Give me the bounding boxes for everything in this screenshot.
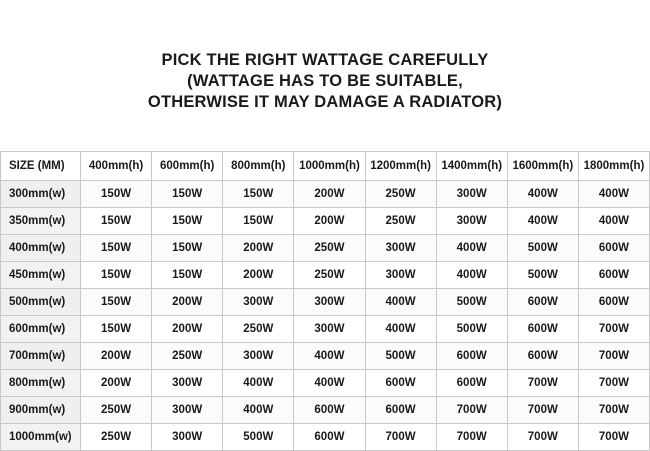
column-header-400mm: 400mm(h) — [81, 152, 152, 181]
row-header: 1000mm(w) — [1, 424, 81, 451]
row-header: 400mm(w) — [1, 235, 81, 262]
cell-wattage: 700W — [507, 424, 578, 451]
row-header: 800mm(w) — [1, 370, 81, 397]
cell-wattage: 300W — [365, 262, 436, 289]
cell-wattage: 150W — [81, 262, 152, 289]
cell-wattage: 300W — [152, 397, 223, 424]
cell-wattage: 700W — [578, 316, 649, 343]
cell-wattage: 300W — [223, 289, 294, 316]
cell-wattage: 250W — [81, 424, 152, 451]
cell-wattage: 200W — [81, 343, 152, 370]
cell-wattage: 700W — [578, 370, 649, 397]
table-header-row — [1, 152, 650, 181]
column-header-1400mm: 1400mm(h) — [436, 152, 507, 181]
page-title-line-1: PICK THE RIGHT WATTAGE CAREFULLY — [161, 51, 489, 69]
cell-wattage: 600W — [507, 316, 578, 343]
cell-wattage: 600W — [507, 289, 578, 316]
cell-wattage: 400W — [294, 370, 365, 397]
table-header — [1, 152, 650, 181]
table-row — [1, 316, 650, 343]
table-row — [1, 181, 650, 208]
cell-wattage: 300W — [294, 316, 365, 343]
cell-wattage: 300W — [152, 424, 223, 451]
cell-wattage: 300W — [365, 235, 436, 262]
cell-wattage: 600W — [365, 370, 436, 397]
cell-wattage: 150W — [223, 181, 294, 208]
cell-wattage: 600W — [365, 397, 436, 424]
cell-wattage: 600W — [436, 343, 507, 370]
cell-wattage: 300W — [294, 289, 365, 316]
cell-wattage: 700W — [578, 397, 649, 424]
page-title-line-3: OTHERWISE IT MAY DAMAGE A RADIATOR) — [147, 93, 503, 111]
column-header-1000mm: 1000mm(h) — [294, 152, 365, 181]
cell-wattage: 700W — [507, 370, 578, 397]
table-row — [1, 397, 650, 424]
table-row — [1, 343, 650, 370]
cell-wattage: 300W — [223, 343, 294, 370]
cell-wattage: 250W — [365, 181, 436, 208]
cell-wattage: 150W — [81, 235, 152, 262]
cell-wattage: 500W — [436, 289, 507, 316]
cell-wattage: 200W — [152, 316, 223, 343]
table-row — [1, 208, 650, 235]
column-header-size: SIZE (MM) — [1, 152, 81, 181]
cell-wattage: 300W — [436, 208, 507, 235]
cell-wattage: 600W — [578, 235, 649, 262]
table-row — [1, 235, 650, 262]
row-header: 600mm(w) — [1, 316, 81, 343]
cell-wattage: 400W — [365, 316, 436, 343]
cell-wattage: 150W — [152, 262, 223, 289]
cell-wattage: 150W — [81, 316, 152, 343]
cell-wattage: 200W — [81, 370, 152, 397]
cell-wattage: 150W — [81, 208, 152, 235]
row-header: 700mm(w) — [1, 343, 81, 370]
cell-wattage: 200W — [223, 262, 294, 289]
cell-wattage: 300W — [436, 181, 507, 208]
cell-wattage: 500W — [223, 424, 294, 451]
cell-wattage: 200W — [294, 181, 365, 208]
cell-wattage: 400W — [578, 181, 649, 208]
cell-wattage: 400W — [436, 235, 507, 262]
cell-wattage: 400W — [507, 181, 578, 208]
cell-wattage: 600W — [294, 424, 365, 451]
cell-wattage: 500W — [436, 316, 507, 343]
column-header-1200mm: 1200mm(h) — [365, 152, 436, 181]
cell-wattage: 150W — [223, 208, 294, 235]
cell-wattage: 600W — [294, 397, 365, 424]
cell-wattage: 700W — [578, 424, 649, 451]
column-header-1800mm: 1800mm(h) — [578, 152, 649, 181]
cell-wattage: 200W — [294, 208, 365, 235]
cell-wattage: 400W — [365, 289, 436, 316]
table-row — [1, 262, 650, 289]
cell-wattage: 500W — [365, 343, 436, 370]
row-header: 900mm(w) — [1, 397, 81, 424]
page-title-line-2: (WATTAGE HAS TO BE SUITABLE, — [187, 72, 463, 90]
cell-wattage: 250W — [223, 316, 294, 343]
cell-wattage: 500W — [507, 262, 578, 289]
wattage-table — [0, 151, 650, 451]
column-header-600mm: 600mm(h) — [152, 152, 223, 181]
cell-wattage: 300W — [152, 370, 223, 397]
cell-wattage: 400W — [436, 262, 507, 289]
cell-wattage: 700W — [436, 424, 507, 451]
cell-wattage: 150W — [81, 289, 152, 316]
cell-wattage: 600W — [578, 262, 649, 289]
cell-wattage: 700W — [578, 343, 649, 370]
cell-wattage: 400W — [223, 370, 294, 397]
row-header: 350mm(w) — [1, 208, 81, 235]
cell-wattage: 400W — [578, 208, 649, 235]
cell-wattage: 700W — [507, 397, 578, 424]
row-header: 300mm(w) — [1, 181, 81, 208]
cell-wattage: 250W — [152, 343, 223, 370]
column-header-1600mm: 1600mm(h) — [507, 152, 578, 181]
cell-wattage: 150W — [152, 181, 223, 208]
cell-wattage: 200W — [223, 235, 294, 262]
cell-wattage: 150W — [152, 235, 223, 262]
cell-wattage: 400W — [294, 343, 365, 370]
table-row — [1, 424, 650, 451]
cell-wattage: 400W — [507, 208, 578, 235]
page-title — [0, 0, 650, 113]
table-row — [1, 289, 650, 316]
cell-wattage: 600W — [578, 289, 649, 316]
cell-wattage: 600W — [436, 370, 507, 397]
cell-wattage: 250W — [365, 208, 436, 235]
cell-wattage: 400W — [223, 397, 294, 424]
table-row — [1, 370, 650, 397]
cell-wattage: 250W — [294, 262, 365, 289]
cell-wattage: 250W — [294, 235, 365, 262]
row-header: 450mm(w) — [1, 262, 81, 289]
cell-wattage: 200W — [152, 289, 223, 316]
cell-wattage: 150W — [81, 181, 152, 208]
cell-wattage: 700W — [436, 397, 507, 424]
cell-wattage: 700W — [365, 424, 436, 451]
column-header-800mm: 800mm(h) — [223, 152, 294, 181]
table-body — [1, 181, 650, 451]
cell-wattage: 500W — [507, 235, 578, 262]
cell-wattage: 250W — [81, 397, 152, 424]
row-header: 500mm(w) — [1, 289, 81, 316]
cell-wattage: 150W — [152, 208, 223, 235]
cell-wattage: 600W — [507, 343, 578, 370]
